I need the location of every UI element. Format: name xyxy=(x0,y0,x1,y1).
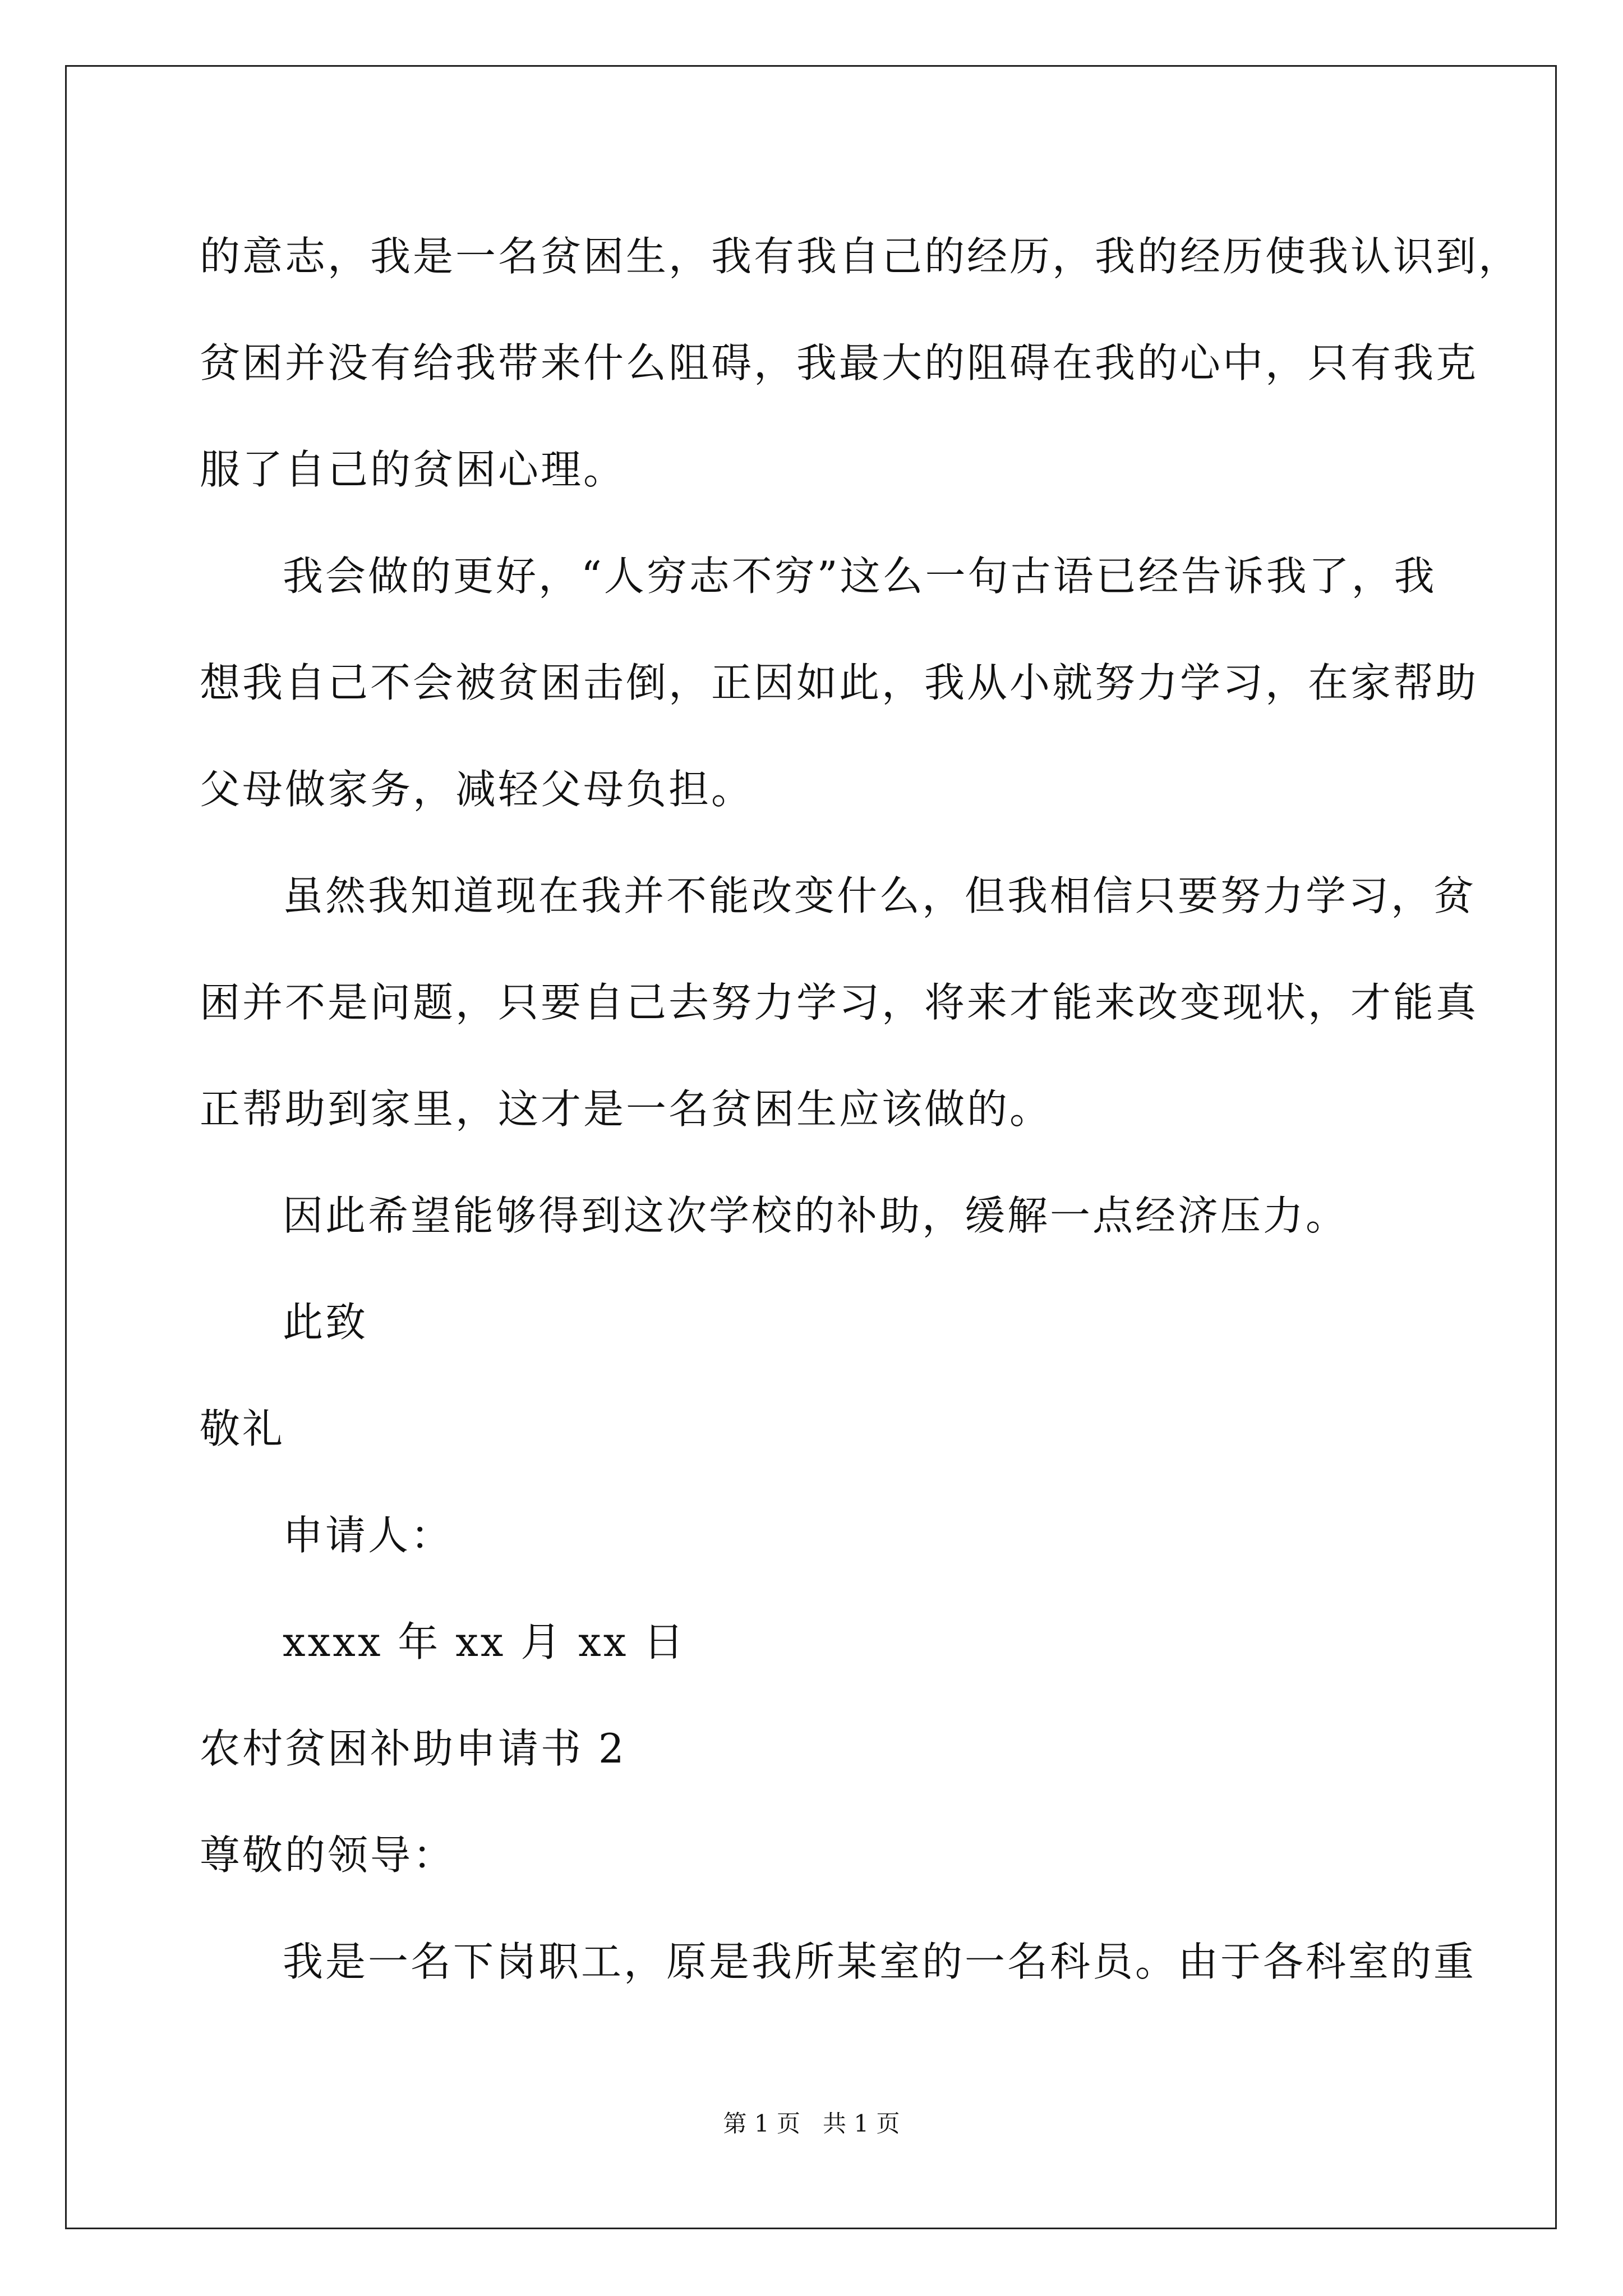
text-line: 服了自己的贫困心理。 xyxy=(200,446,626,493)
salutation-line: 敬礼 xyxy=(200,1405,285,1452)
text-line: 父母做家务，减轻父母负担。 xyxy=(200,766,754,813)
text-line: 困并不是问题，只要自己去努力学习，将来才能来改变现状，才能真 xyxy=(200,979,1479,1026)
salutation-line: 此致 xyxy=(283,1299,368,1346)
section-title: 农村贫困补助申请书 2 xyxy=(200,1725,626,1772)
text-line: 贫困并没有给我带来什么阻碍，我最大的阻碍在我的心中，只有我克 xyxy=(200,339,1479,386)
text-line: 我会做的更好，“人穷志不穷”这么一句古语已经告诉我了，我 xyxy=(283,553,1437,600)
text-line: 想我自己不会被贫困击倒，正因如此，我从小就努力学习，在家帮助 xyxy=(200,659,1479,706)
applicant-line: 申请人： xyxy=(283,1512,454,1559)
document-body xyxy=(200,203,1521,2015)
page-footer: 第 1 页 共 1 页 xyxy=(723,2110,900,2137)
text-line: 虽然我知道现在我并不能改变什么，但我相信只要努力学习，贫 xyxy=(283,872,1477,919)
text-line: 的意志，我是一名贫困生，我有我自己的经历，我的经历使我认识到， xyxy=(200,233,1521,280)
text-line: 因此希望能够得到这次学校的补助，缓解一点经济压力。 xyxy=(283,1192,1349,1239)
text-line: 我是一名下岗职工，原是我所某室的一名科员。由于各科室的重 xyxy=(283,1938,1477,1985)
date-line: xxxx 年 xx 月 xx 日 xyxy=(283,1618,686,1665)
text-line: 正帮助到家里，这才是一名贫困生应该做的。 xyxy=(200,1085,1053,1133)
greeting-line: 尊敬的领导： xyxy=(200,1832,456,1879)
